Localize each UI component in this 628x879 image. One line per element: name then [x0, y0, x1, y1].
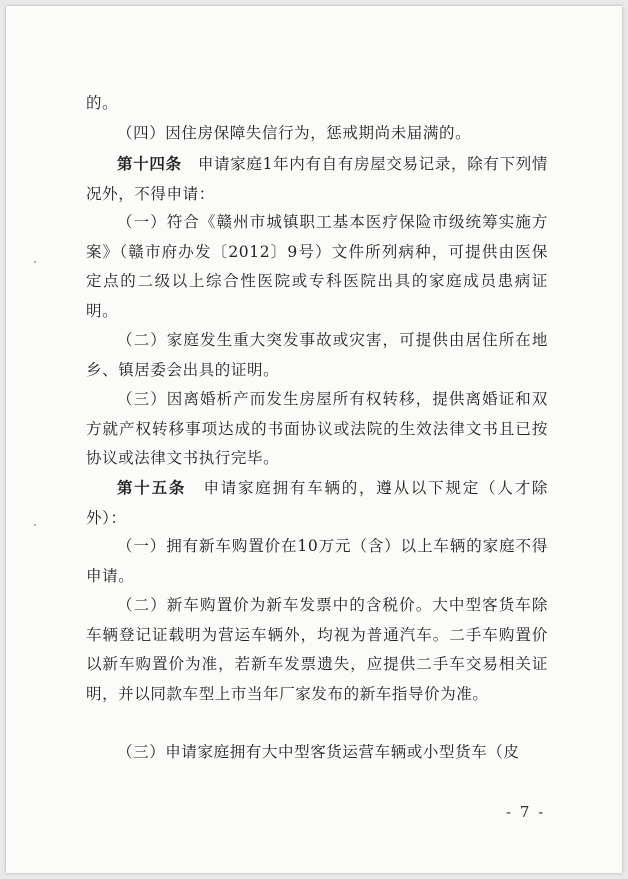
article-15-item-2: （二）新车购置价为新车发票中的含税价。大中型客货车除车辆登记证载明为营运车辆外，均视为普通汽车。二手车购置价以新车购置价为准，若新车发票遗失，应提供二手车交易相关证明，并以同款车型上市当年厂家发布的新车指导价为准。 — [86, 596, 548, 703]
article-15: 第十五条 申请家庭拥有车辆的，遵从以下规定（人才除外）： — [86, 478, 548, 527]
article-14-item-3: （三）因离婚析产而发生房屋所有权转移，提供离婚证和双方就产权转移事项达成的书面协议或法院的生效法律文书且已按协议或法律文书执行完毕。 — [86, 390, 548, 467]
article-15-heading: 第十五条 — [117, 478, 187, 497]
article-14-item-1: （一）符合《赣州市城镇职工基本医疗保险市级统筹实施方案》（赣市府办发〔2012〕9号）文件所列病种，可提供由医保定点的二级以上综合性医院或专科医院出具的家庭成员患病证明。 — [86, 213, 548, 320]
article-14: 第十四条 申请家庭1年内有自有房屋交易记录，除有下列情况外，不得申请： — [86, 154, 548, 203]
paragraph-item-4: （四）因住房保障失信行为，惩戒期尚未届满的。 — [117, 124, 472, 142]
document-page — [6, 6, 622, 873]
page-number: - 7 - — [506, 803, 546, 821]
scan-speck — [34, 524, 36, 526]
scan-speck — [34, 261, 36, 263]
article-15-item-3: （三）申请家庭拥有大中型客货运营车辆或小型货车（皮 — [117, 743, 520, 761]
paragraph-continuation: 的。 — [86, 94, 119, 112]
article-14-item-2: （二）家庭发生重大突发事故或灾害，可提供由居住所在地乡、镇居委会出具的证明。 — [86, 331, 548, 379]
article-15-item-1: （一）拥有新车购置价在10万元（含）以上车辆的家庭不得申请。 — [86, 537, 548, 585]
article-14-heading: 第十四条 — [117, 154, 182, 173]
